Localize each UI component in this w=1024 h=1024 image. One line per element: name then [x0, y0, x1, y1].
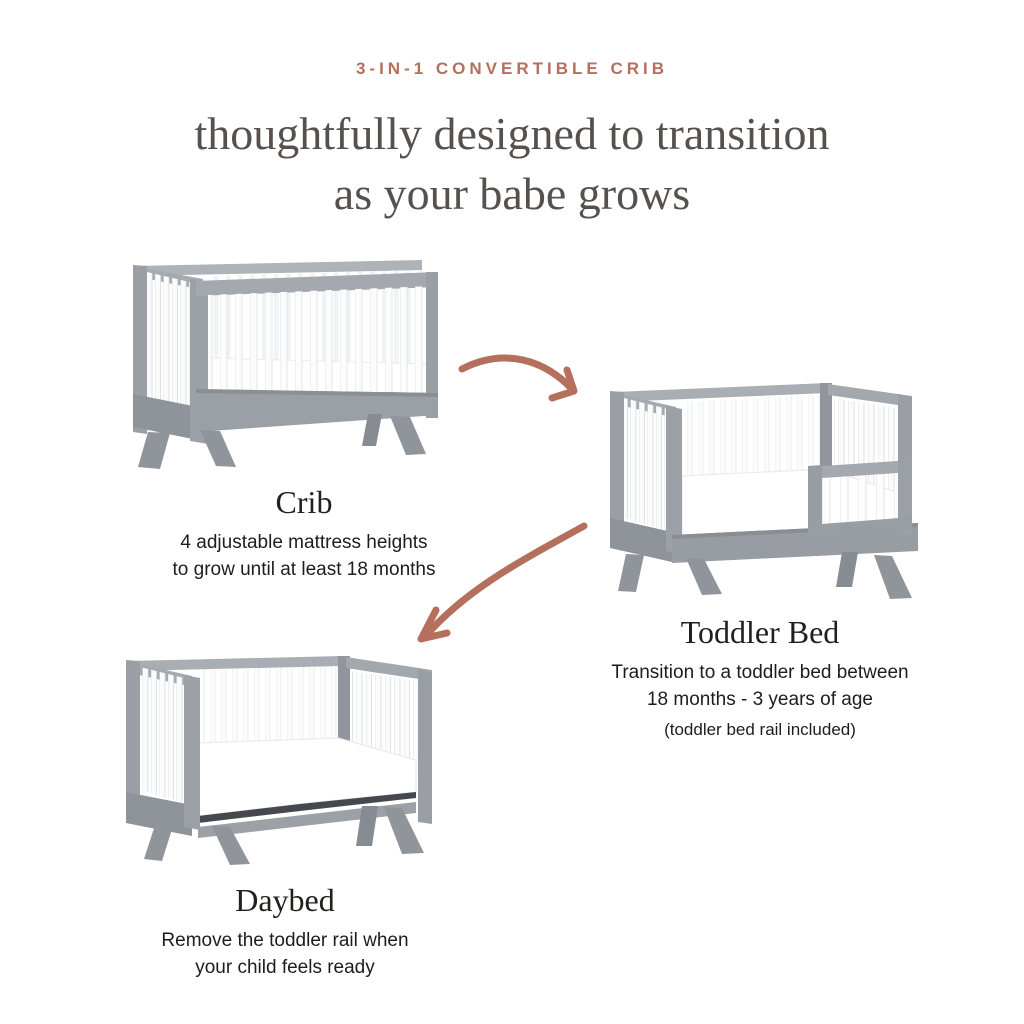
toddler-bed-caption	[565, 614, 955, 741]
arrow-right-curved-icon	[452, 342, 597, 417]
toddler-bed-note: (toddler bed rail included)	[664, 720, 856, 739]
daybed-photo	[100, 646, 515, 876]
daybed-title: Daybed	[235, 882, 335, 918]
toddler-bed-description-line1: Transition to a toddler bed between	[611, 662, 909, 683]
daybed-caption	[95, 882, 475, 981]
page-title-line1: thoughtfully designed to transition	[194, 108, 830, 159]
crib-frame	[133, 260, 438, 469]
daybed-description-line1: Remove the toddler rail when	[161, 930, 409, 951]
toddler-bed-description-line2: 18 months - 3 years of age	[646, 689, 873, 710]
crib-title: Crib	[275, 484, 333, 520]
crib-description-line1: 4 adjustable mattress heights	[180, 532, 428, 553]
crib-caption	[112, 484, 496, 583]
toddler-bed-photo	[588, 372, 984, 612]
crib-description-line2: to grow until at least 18 months	[172, 559, 436, 580]
daybed-description-line2: your child feels ready	[195, 957, 375, 978]
daybed-frame	[126, 656, 432, 865]
page-title	[0, 104, 1024, 224]
toddler-bed-title: Toddler Bed	[680, 614, 840, 650]
page-title-line2: as your babe grows	[333, 168, 691, 219]
eyebrow-label: 3-IN-1 CONVERTIBLE CRIB	[355, 59, 669, 78]
crib-photo	[70, 248, 480, 483]
toddler-bed-frame	[610, 383, 918, 599]
